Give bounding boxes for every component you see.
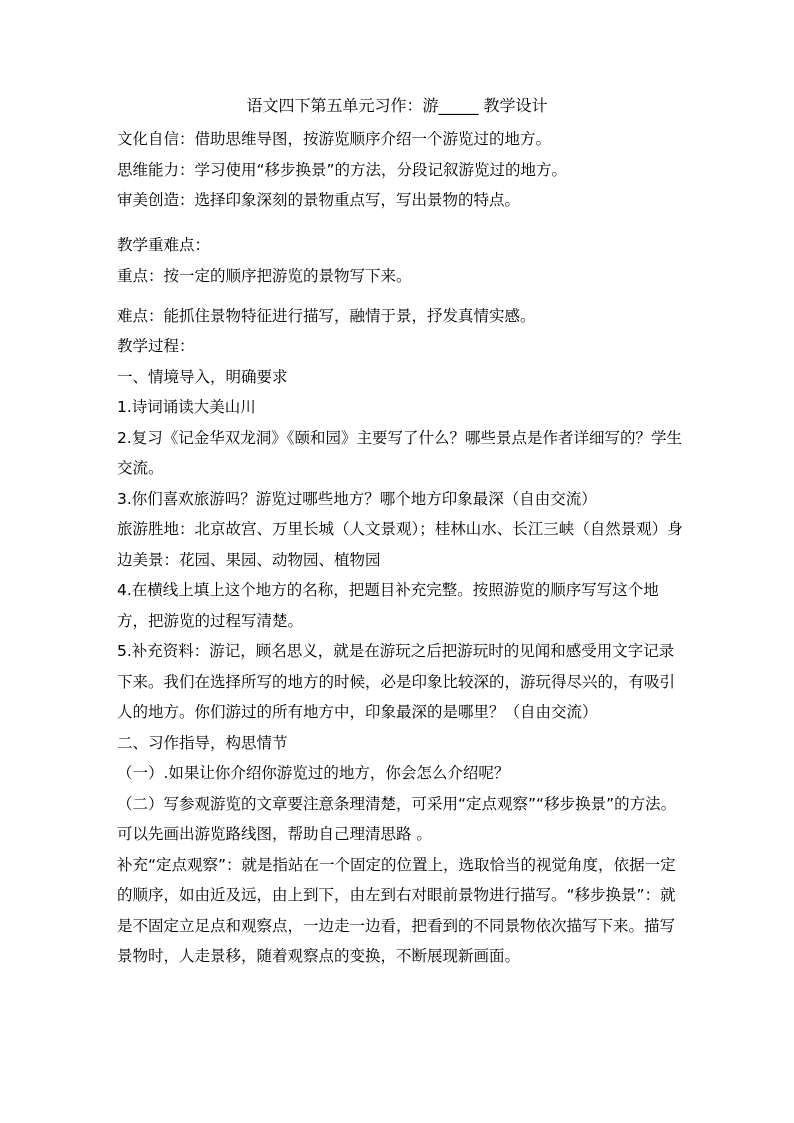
process-item-5: 5.补充资料：游记，顾名思义，就是在游玩之后把游玩时的见闻和感受用文字记录下来。我们在选择所写的地方的时候，必是印象比较深的，游玩得尽兴的，有吸引人的地方。你们游过的所有地方中，印象最深的是哪里？（自由交流） [117, 642, 676, 721]
objectives-block [117, 124, 683, 216]
key-points-heading: 教学重难点： [117, 236, 211, 254]
process-sub-1: （一）.如果让你介绍你游览过的地方，你会怎么介绍呢？ [117, 764, 510, 782]
process-item-3-note: 旅游胜地：北京故宫、万里长城（人文景观）；桂林山水、长江三峡（自然景观）身边美景：花园、果园、动物园、植物园 [117, 520, 683, 569]
key-point-focus: 重点：按一定的顺序把游览的景物写下来。 [117, 266, 412, 285]
objective-aesthetics: 审美创造：选择印象深刻的景物重点写，写出景物的特点。 [117, 191, 521, 209]
objective-thinking: 思维能力：学习使用“移步换景”的方法，分段记叙游览过的地方。 [117, 160, 568, 179]
process-heading: 教学过程： [117, 337, 195, 355]
process-item-4: 4.在横线上填上这个地方的名称，把题目补充完整。按照游览的顺序写写这个地方，把游览的过程写清楚。 [117, 581, 659, 630]
objective-culture: 文化自信：借助思维导图，按游览顺序介绍一个游览过的地方。 [117, 130, 552, 148]
process-item-2: 2.复习《记金华双龙洞》《颐和园》主要写了什么？哪些景点是作者详细写的？学生交流。 [117, 428, 683, 477]
process-item-1: 1.诗词诵读大美山川 [117, 398, 256, 416]
key-points-block [117, 230, 683, 332]
process-supplement: 补充“定点观察”：就是指站在一个固定的位置上，选取恰当的视觉角度，依据一定的顺序，如由近及远，由上到下，由左到右对眼前景物进行描写。“移步换景”：就是不固定立足点和观察点，一边走一边看，把看到的不同景物依次描写下来。描写景物时，人走景移，随着观察点的变换，不断展现新画面。 [117, 855, 676, 965]
section1-heading: 一、情境导入，明确要求 [117, 367, 288, 386]
process-sub-2: （二）写参观游览的文章要注意条理清楚，可采用“定点观察”“移步换景”的方法。可以先画出游览路线图，帮助自己理清思路 。 [117, 794, 677, 843]
key-point-difficulty: 难点：能抓住景物特征进行描写，融情于景，抒发真情实感。 [117, 307, 536, 325]
section2-heading: 二、习作指导，构思情节 [117, 733, 288, 752]
document-title: 语文四下第五单元习作：游_____ 教学设计 [246, 96, 548, 115]
process-item-3: 3.你们喜欢旅游吗？游览过哪些地方？哪个地方印象最深（自由交流） [117, 489, 597, 508]
process-block [117, 331, 683, 972]
